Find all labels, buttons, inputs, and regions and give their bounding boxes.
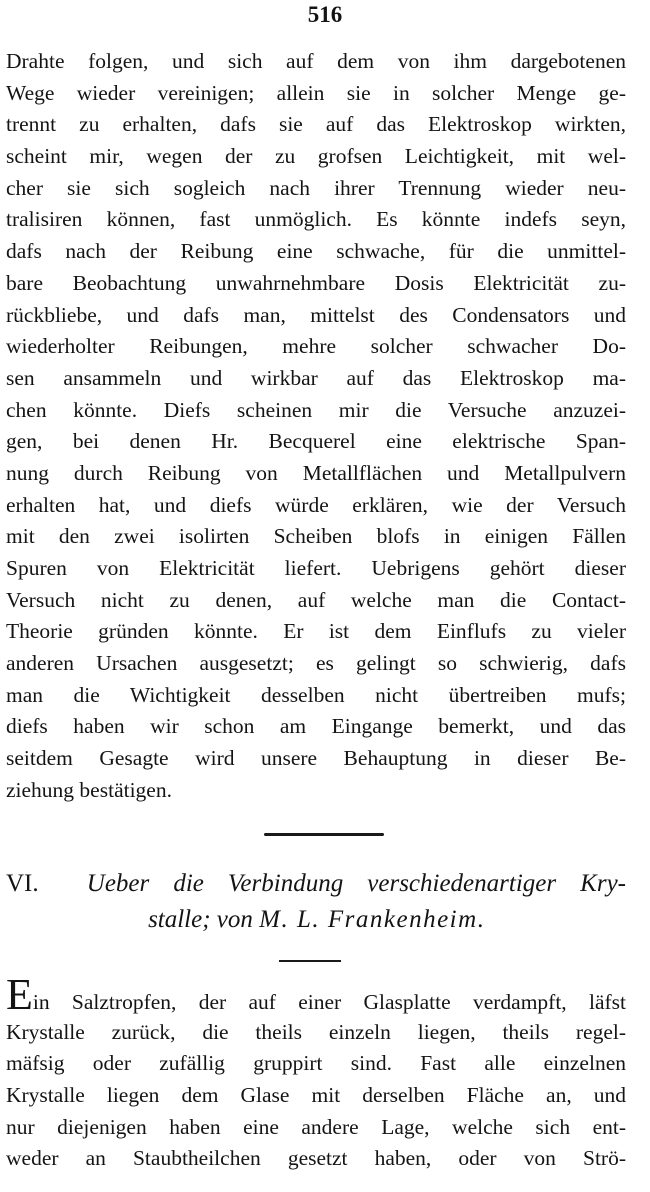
section-heading <box>6 866 626 902</box>
text-line: Drahte folgen, und sich auf dem von ihm dargebotenen <box>6 49 626 73</box>
text-line: ziehung bestätigen. <box>6 777 172 802</box>
text-line <box>6 970 626 1019</box>
text-line: Krystalle zurück, die theils einzeln liegen, theils regel- <box>6 1019 626 1044</box>
section-title-continued: stalle; von <box>148 906 260 933</box>
section-title-end: . <box>477 906 484 933</box>
text-line: wiederholter Reibungen, mehre solcher schwacher Do- <box>6 334 626 359</box>
text-line: nung durch Reibung von Metallflächen und Metallpulvern <box>6 460 626 485</box>
text-line: diefs haben wir schon am Eingange bemerkt, und das <box>6 714 626 739</box>
text-line: cher sie sich sogleich nach ihrer Trennung wieder neu- <box>6 175 626 200</box>
text-line: scheint mir, wegen der zu grofsen Leichtigkeit, mit wel- <box>6 144 626 169</box>
text-line: tralisiren können, fast unmöglich. Es könnte indefs seyn, <box>6 207 626 232</box>
text-line: chen könnte. Diefs scheinen mir die Versuche anzuzei- <box>6 397 626 422</box>
heading-underline <box>279 960 341 962</box>
text-line: dafs nach der Reibung eine schwache, für die unmittel- <box>6 239 626 264</box>
page-number: 516 <box>307 2 343 27</box>
text-line: nur diejenigen haben eine andere Lage, welche sich ent- <box>6 1114 626 1139</box>
previous-article-text <box>6 46 626 807</box>
text-line: weder an Staubtheilchen gesetzt haben, oder von Strö- <box>6 1146 626 1171</box>
first-line-text: in Salztropfen, der auf einer Glasplatte verdampft, läfst <box>32 990 626 1014</box>
text-line: gen, bei denen Hr. Becquerel eine elektrische Span- <box>6 429 626 454</box>
text-line: Wege wieder vereinigen; allein sie in solcher Menge ge- <box>6 80 626 105</box>
text-line: seitdem Gesagte wird unsere Behauptung in dieser Be- <box>6 746 626 771</box>
section-numeral: VI. <box>6 870 39 897</box>
section-divider <box>264 833 384 836</box>
text-line: Krystalle liegen dem Glase mit derselben Fläche an, und <box>6 1083 626 1108</box>
text-line: trennt zu erhalten, dafs sie auf das Elektroskop wirkten, <box>6 112 626 137</box>
text-line: anderen Ursachen ausgesetzt; es gelingt so schwierig, dafs <box>6 651 626 676</box>
text-line: Versuch nicht zu denen, auf welche man die Contact- <box>6 587 626 612</box>
section-author: M. L. Frankenheim <box>259 906 478 933</box>
text-line: Spuren von Elektricität liefert. Uebrigens gehört dieser <box>6 556 626 580</box>
text-line: mäfsig oder zufällig gruppirt sind. Fast alle einzelnen <box>6 1051 626 1076</box>
drop-cap: E <box>6 970 33 1019</box>
text-line: man die Wichtigkeit desselben nicht übertreiben mufs; <box>6 682 626 707</box>
new-article-text <box>6 970 626 1175</box>
section-title: Ueber die Verbindung verschiedenartiger Kry- <box>86 870 626 897</box>
text-line: sen ansammeln und wirkbar auf das Elektroskop ma- <box>6 365 626 390</box>
text-line: Theorie gründen könnte. Er ist dem Einflufs zu vieler <box>6 619 626 644</box>
text-line: rückbliebe, und dafs man, mittelst des Condensators und <box>6 302 626 327</box>
section-heading-continued <box>6 902 626 938</box>
text-line: mit den zwei isolirten Scheiben blofs in einigen Fällen <box>6 524 626 549</box>
text-line: bare Beobachtung unwahrnehmbare Dosis Elektricität zu- <box>6 270 626 295</box>
text-line: erhalten hat, und diefs würde erklären, wie der Versuch <box>6 492 626 517</box>
